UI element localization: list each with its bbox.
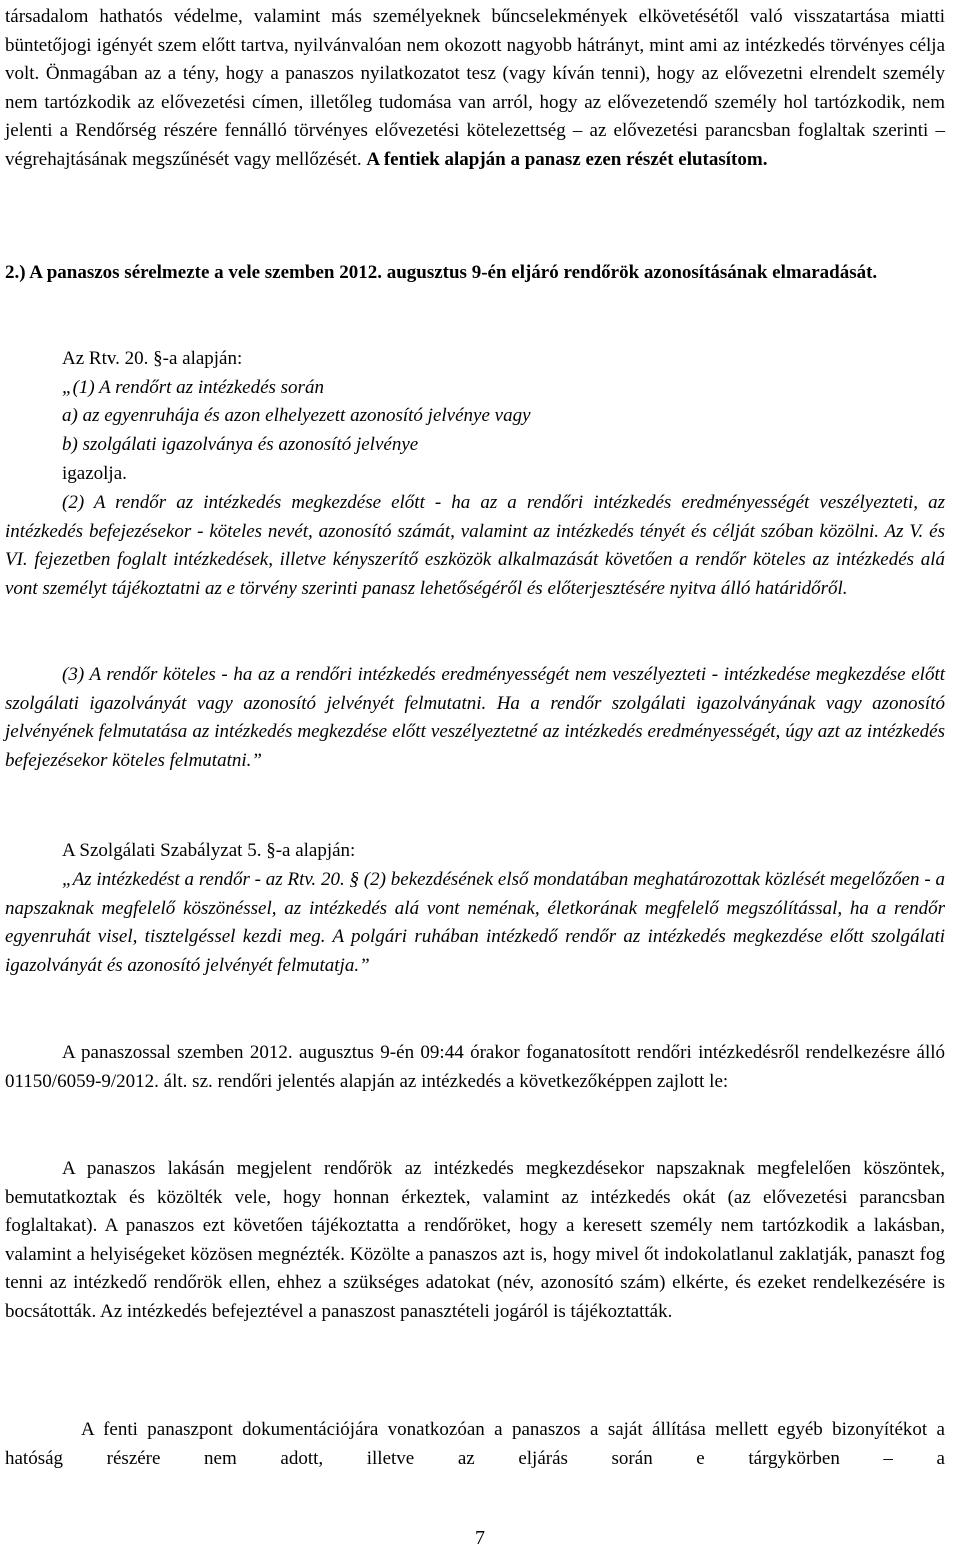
rtv-quote-1a: a) az egyenruhája és azon elhelyezett azonosító jelvénye vagy [62, 405, 531, 426]
paragraph-rendorseg-obligation [5, 3, 945, 175]
szsz-quote: „Az intézkedést a rendőr - az Rtv. 20. § (2) bekezdésének első mondatában meghatározottak közlését megelőzően - a napszaknak megfelelő köszönéssel, az intézkedés alá vont neménak, életkorának megfelelő megszólítással, ha a rendőr egyenruhát visel, tisztelgéssel kezdi meg. A polgári ruhában intézkedő rendőr az intézkedés megkezdése előtt szolgálati igazolványát és azonosító jelvényét felmutatja.” [5, 869, 945, 976]
paragraph-evidence: A fenti panaszpont dokumentációjára vonatkozóan a panaszos a saját állítása mellett egyéb bizonyítékot a hatóság részére nem adott, illetve az eljárás során e tárgykörben – a [5, 1419, 945, 1469]
rtv-quote-3: (3) A rendőr köteles - ha az a rendőri intézkedés eredményességét nem veszélyezteti - intézkedése megkezdése előtt szolgálati igazolványát vagy azonosító jelvényét felmutatni. Ha a rendőr szolgálati igazolványának vagy azonosító jelvényének felmutatása az intézkedés megkezdése előtt veszélyeztetné az intézkedés eredményességét, úgy azt az intézkedés befejezésekor köteles felmutatni.” [5, 664, 945, 771]
page-number: 7 [475, 1527, 485, 1549]
decision-text: A fentiek alapján a panasz ezen részét elutasítom. [366, 148, 768, 170]
paragraph-text: társadalom hathatós védelme, valamint más személyeknek bűncselekmények elkövetésétől való visszatartása miatti büntetőjogi igényét szem előtt tartva, nyilvánvalóan nem okozott nagyobb hátrányt, mint ami az intézkedés törvényes célja volt. Önmagában az a tény, hogy a panaszos nyilatkozatot tesz (vagy kíván tenni), hogy az elővezetni elrendelt személy nem tartózkodik az elővezetési címen, illetőleg tudomása van arról, hogy az elővezetendő személy hol tartózkodik, nem jelenti a Rendőrség részére fennálló törvényes elővezetési kötelezettség – az elővezetési parancsban foglaltak szerinti – végrehajtásának megszűnését vagy mellőzését. A fentiek alapján a panasz ezen részét elutasítom. [5, 6, 945, 170]
section-heading-2 [5, 259, 945, 288]
rtv-quote-1c: igazolja. [62, 463, 127, 484]
rtv-quote-2: (2) A rendőr az intézkedés megkezdése előtt - ha az a rendőri intézkedés eredményességét veszélyezteti, az intézkedés befejezésekor - köteles nevét, azonosító számát, valamint az intézkedés tényét és célját szóban közölni. Az V. és VI. fejezetben foglalt intézkedések, illetve kényszerítő eszközök alkalmazását követően a rendőr köteles az intézkedés alá vont személyt tájékoztatni az e törvény szerinti panasz lehetőségéről és előterjesztésére nyitva álló határidőről. [5, 492, 945, 599]
szsz-intro: A Szolgálati Szabályzat 5. §-a alapján: [62, 840, 356, 861]
rtv-quote-1: „(1) A rendőrt az intézkedés során [62, 377, 324, 398]
paragraph-police-report: A panaszossal szemben 2012. augusztus 9-én 09:44 órakor foganatosított rendőri intézkedésről rendelkezésre álló 01150/6059-9/2012. ált. sz. rendőri jelentés alapján az intézkedés a következőképpen zajlott le: [5, 1042, 945, 1092]
rtv-quote-1b: b) szolgálati igazolványa és azonosító jelvénye [62, 434, 419, 455]
section-heading-text: 2.) A panaszos sérelmezte a vele szemben 2012. augusztus 9-én eljáró rendőrök azonosításának elmaradását. [5, 262, 878, 283]
rtv-intro: Az Rtv. 20. §-a alapján: [62, 348, 243, 369]
paragraph-events: A panaszos lakásán megjelent rendőrök az intézkedés megkezdésekor napszaknak megfelelően köszöntek, bemutatkoztak és közölték vele, hogy honnan érkeztek, valamint az intézkedés okát (az elővezetési parancsban foglaltakat). A panaszos ezt követően tájékoztatta a rendőröket, hogy a keresett személy nem tartózkodik a lakásban, valamint a helyiségeket közösen megnézték. Közölte a panaszos azt is, hogy mivel őt indokolatlanul zaklatják, panaszt fog tenni az intézkedő rendőrök ellen, ehhez a szükséges adatokat (név, azonosító szám) elkérte, és ezeket rendelkezésére is bocsátották. Az intézkedés befejeztével a panaszost panasztételi jogáról is tájékoztatták. [5, 1158, 945, 1322]
